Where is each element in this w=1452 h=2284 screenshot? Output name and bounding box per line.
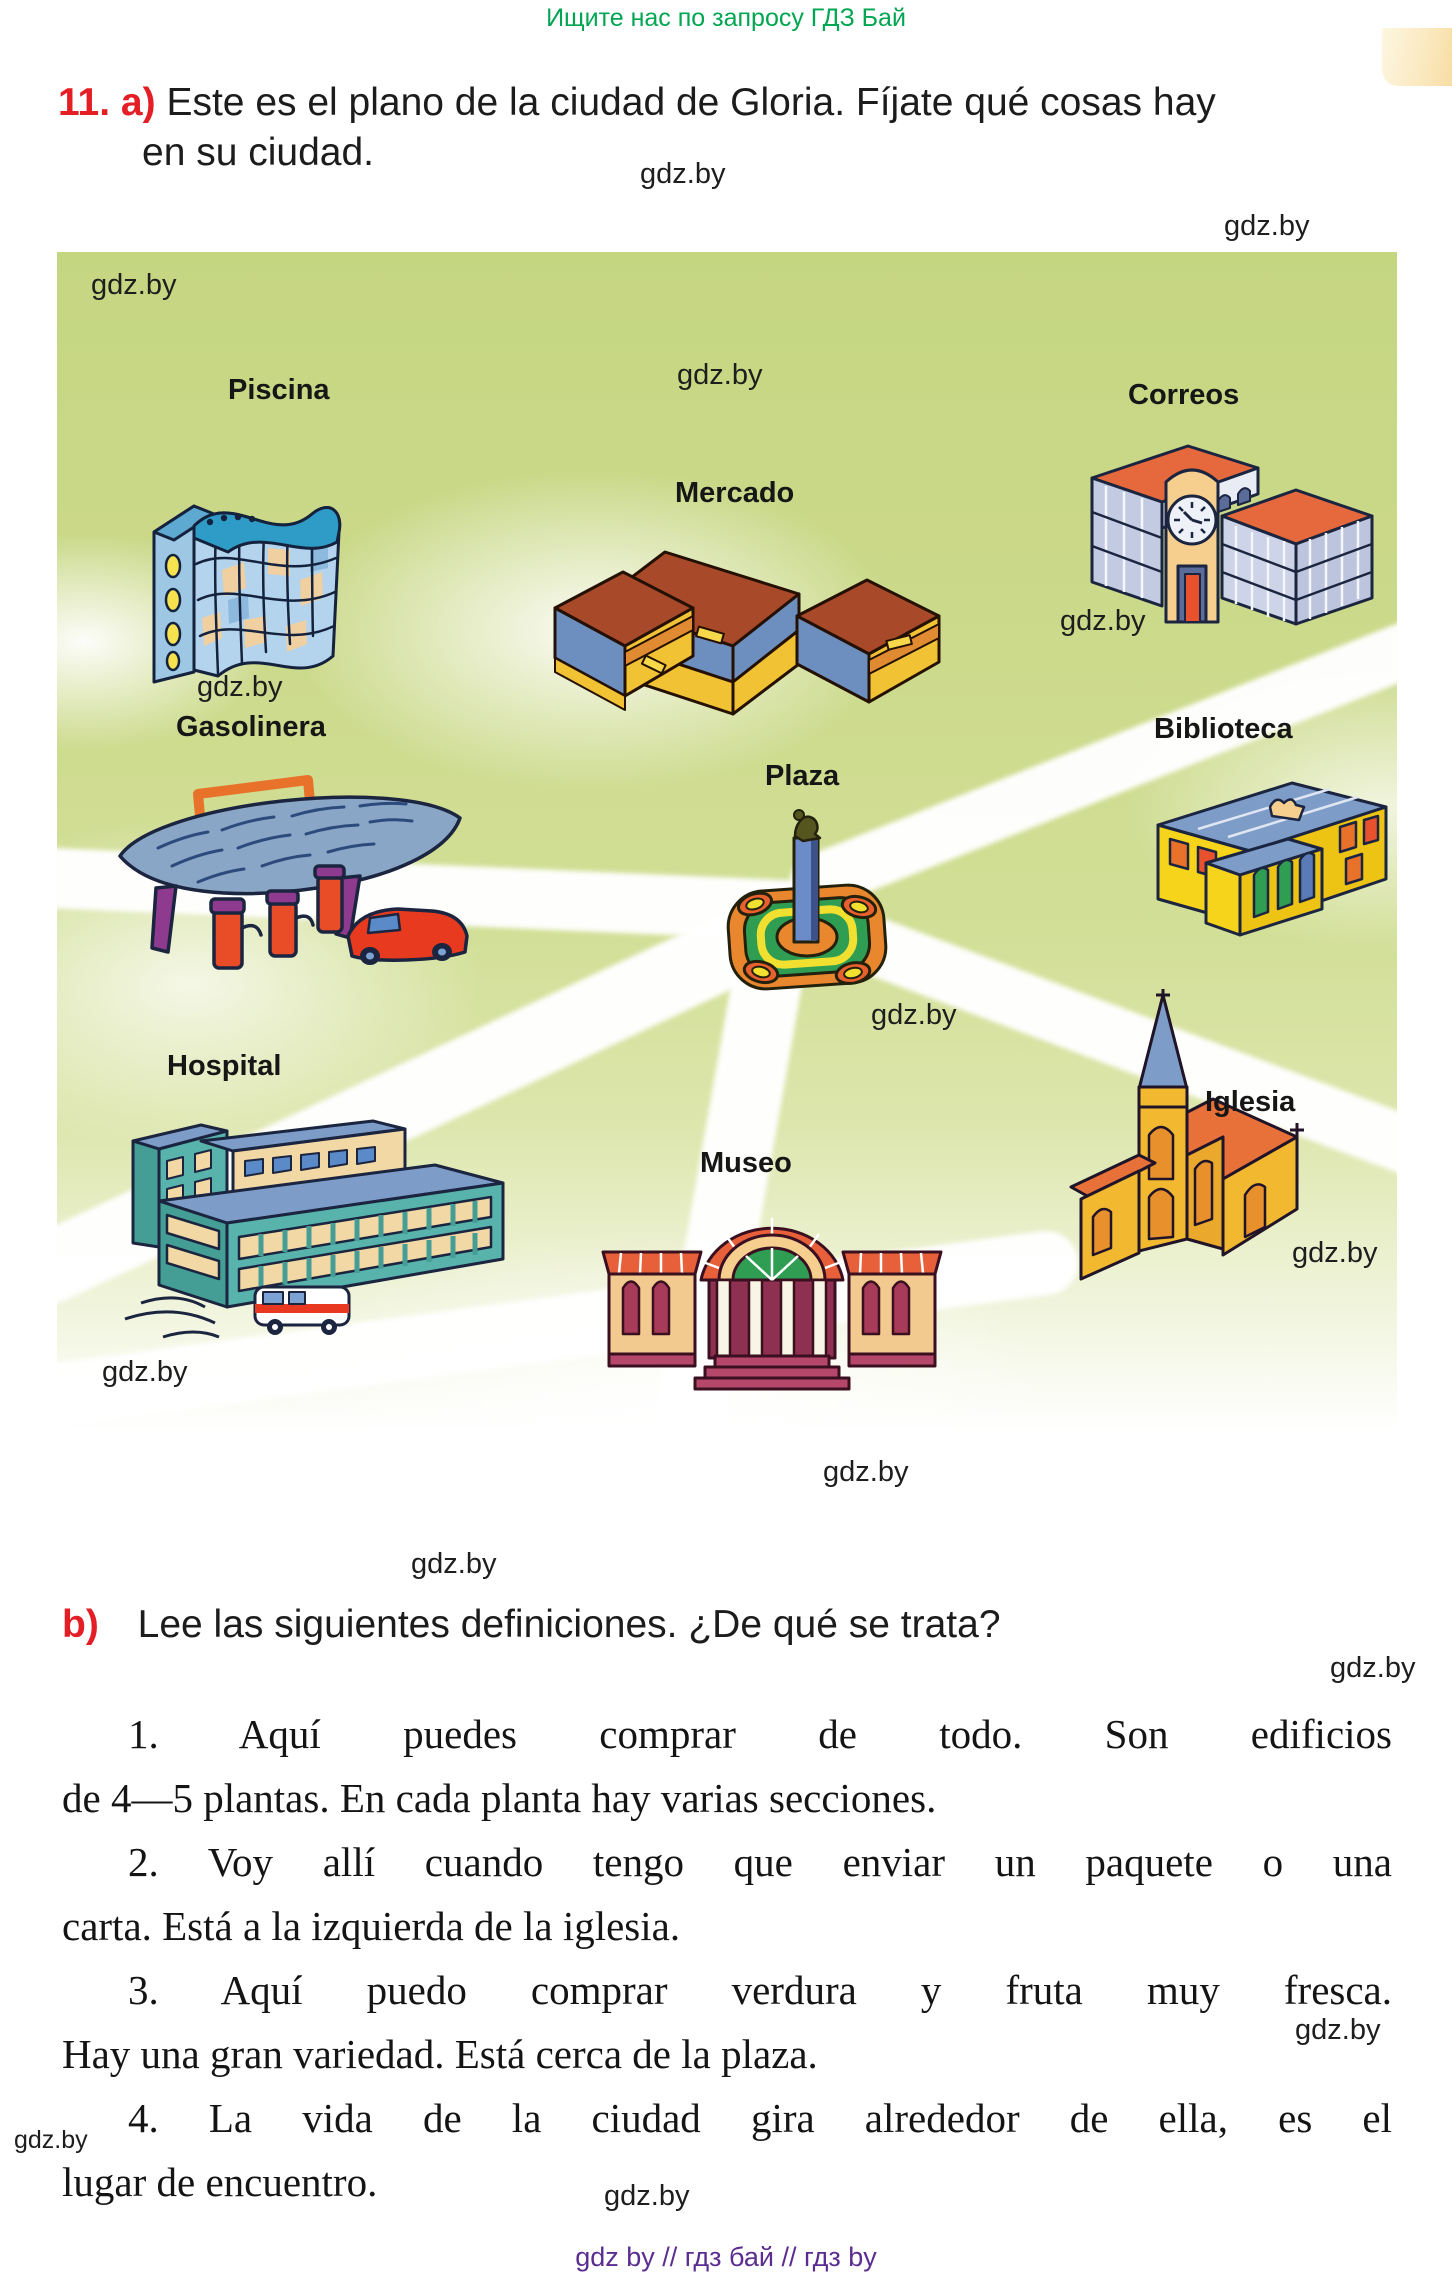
header-banner: Ищите нас по запросу ГДЗ Бай — [546, 4, 906, 32]
city-map-illustration — [57, 252, 1397, 1432]
plaza-monument-illustration — [707, 800, 907, 1000]
part-b-heading — [62, 1603, 1402, 1647]
part-b-prompt: Lee las siguientes definiciones. ¿De qué se trata? — [137, 1603, 1001, 1646]
definition-1-line-1: 1. Aquí puedes comprar de todo. Son edificios — [128, 1711, 1392, 1757]
exercise-number: 11. — [58, 81, 111, 124]
watermark-gdzby-13: gdz.by — [1295, 2014, 1381, 2046]
map-label-iglesia: Iglesia — [1205, 1086, 1296, 1118]
museo-illustration — [597, 1200, 947, 1395]
exercise-title-line2: en su ciudad. — [142, 131, 375, 174]
watermark-gdzby-6: gdz.by — [197, 671, 283, 703]
definition-1-line-2: de 4—5 plantas. En cada planta hay varias secciones. — [62, 1775, 937, 1821]
watermark-gdzby-15: gdz.by — [604, 2180, 690, 2212]
correos-illustration — [1040, 420, 1390, 635]
definition-2-line-2: carta. Está a la izquierda de la iglesia. — [62, 1903, 681, 1949]
hospital-illustration — [105, 1097, 545, 1347]
watermark-gdzby-1: gdz.by — [640, 158, 726, 190]
map-label-museo: Museo — [700, 1147, 792, 1179]
biblioteca-illustration — [1150, 767, 1397, 937]
piscina-illustration — [140, 430, 350, 700]
map-label-correos: Correos — [1128, 379, 1240, 411]
watermark-gdzby-11: gdz.by — [411, 1548, 497, 1580]
map-label-biblioteca: Biblioteca — [1154, 713, 1293, 745]
map-label-gasolinera: Gasolinera — [176, 711, 326, 743]
exercise-title-line1 — [58, 78, 1398, 128]
iglesia-illustration — [1045, 987, 1305, 1312]
footer-watermark: gdz by // гдз бай // гдз by — [575, 2242, 877, 2272]
watermark-gdzby-5: gdz.by — [1060, 605, 1146, 637]
map-label-hospital: Hospital — [167, 1050, 282, 1082]
watermark-gdzby-7: gdz.by — [871, 999, 957, 1031]
part-a-text: Este es el plano de la ciudad de Gloria. Fíjate qué cosas hay — [166, 81, 1216, 124]
definition-3-line-2: Hay una gran variedad. Está cerca de la plaza. — [62, 2031, 818, 2077]
definition-4 — [62, 2086, 1392, 2214]
definition-1 — [62, 1702, 1392, 1830]
watermark-gdzby-4: gdz.by — [677, 359, 763, 391]
definitions-list — [62, 1702, 1392, 2214]
definition-2 — [62, 1830, 1392, 1958]
watermark-gdzby-10: gdz.by — [823, 1456, 909, 1488]
map-label-piscina: Piscina — [228, 374, 330, 406]
watermark-gdzby-8: gdz.by — [1292, 1237, 1378, 1269]
definition-4-line-1: 4. La vida de la ciudad gira alrededor de ella, es el — [128, 2095, 1392, 2141]
part-b-label: b) — [62, 1603, 99, 1646]
watermark-gdzby-2: gdz.by — [1224, 210, 1310, 242]
definition-4-line-2: lugar de encuentro. — [62, 2159, 378, 2205]
watermark-gdzby-14: gdz.by — [14, 2126, 88, 2154]
definition-2-line-1: 2. Voy allí cuando tengo que enviar un paquete o una — [128, 1839, 1392, 1885]
map-label-mercado: Mercado — [675, 477, 795, 509]
watermark-gdzby-9: gdz.by — [102, 1356, 188, 1388]
watermark-gdzby-12: gdz.by — [1330, 1652, 1416, 1684]
definition-3-line-1: 3. Aquí puedo comprar verdura y fruta muy fresca. — [128, 1967, 1392, 2013]
exercise-title — [58, 78, 1398, 178]
gasolinera-illustration — [102, 760, 482, 1000]
watermark-gdzby-3: gdz.by — [91, 269, 177, 301]
map-label-plaza: Plaza — [765, 760, 840, 792]
definition-3 — [62, 1958, 1392, 2086]
mercado-illustration — [547, 544, 947, 719]
part-a-label: a) — [120, 81, 156, 124]
